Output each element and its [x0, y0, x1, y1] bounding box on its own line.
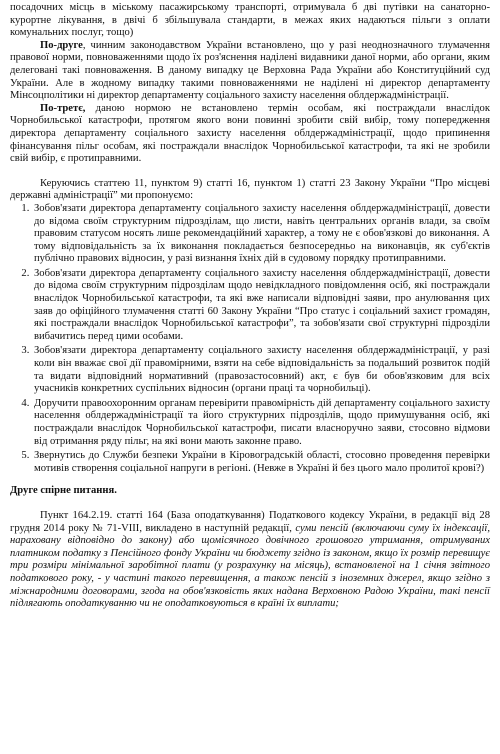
- list-item: 4. Доручити правоохоронним органам перевірити правомірність дій департаменту соціального захисту населення облдержадміністрації та його структурних підрозділів, щодо примушування осіб, які постраждали внаслідок Чорнобильської катастрофи, писати власноручно заяви, стосовно відмови від отримання ряду пільг, на які вони мають законне право.: [32, 398, 490, 448]
- paragraph-text: даною нормою не встановлено термін особам, які постраждали внаслідок Чорнобильської катастрофи, протягом якого вони повинні зробити свій вибір, тому попередження директора департаменту соціального захисту населення облдержадміністрації, щодо припинення фінансування пільг особам, які постраждали внаслідок Чорнобильської катастрофи, та які не зробили свій вибір, є протиправними.: [10, 102, 490, 165]
- paragraph-continuation: посадочних місць в міському пасажирському транспорті, отримувала б дві путівки на санаторно-курортне лікування, в двічі б збільшувала стандарти, в межах яких надаються пільги з оплати комунальних послуг, тощо): [10, 2, 490, 39]
- list-item: 3. Зобов'язати директора департаменту соціального захисту населення облдержадміністрації, у разі коли він вважає свої дії правомірними, взяти на себе відповідальність за подальший розвиток подій та видати відповідний нормативний (правозастосовний) акт, є був би обов'язковим для всіх учасників конкретних суспільних відносин (органи праці та чорнобильці).: [32, 345, 490, 395]
- paragraph-guided-by: Керуючись статтею 11, пунктом 9) статті 16, пунктом 1) статті 23 Закону України “Про місцеві державні адміністрації” ми пропонуємо:: [10, 177, 490, 202]
- spacer: [10, 498, 490, 510]
- paragraph-text: Пункт 164.2.19. статті 164 (База оподаткування) Податкового кодексу України, в редакції від 28 грудня 2014 року № 71-VIII, викладено в наступній редакції,: [10, 509, 490, 534]
- list-item: 5. Звернутись до Служби безпеки України в Кіровоградській області, стосовно проведення перевірки мотивів створення соціальної напруги в регіоні. (Невже в Україні й без цього мало пролитої крові?): [32, 450, 490, 475]
- paragraph-text: , чинним законодавством України встановлено, що у разі неоднозначного тлумачення правової норми, повноваженнями щодо їх роз'яснення наділені видавники даної норми, або органи, яким делеговані такі повноваження. В даному випадку це Верховна Рада України або Конституційний суд України. Але в жодному випадку такими повноваженнями не наділені ні директор департаменту Мінсоцполітики ні директор департаменту соціального захисту населення облдержадміністрації.: [10, 39, 490, 102]
- section-heading: Друге спірне питання.: [10, 485, 117, 497]
- paragraph-lead: По-третє,: [40, 102, 86, 114]
- paragraph-tax-code: [10, 510, 490, 611]
- list-item: 1. Зобов'язати директора департаменту соціального захисту населення облдержадміністрації, довести до відома своїм структурним підрозділам, що листи, навіть центральних органів влади, за своїм правовим статусом носять лише рекомендаційний характер, а тому не є обов'язкові до виконання. А тому відповідальність за їх виконання покладається безпосередньо на виконавців, як суб'єктів публічно правових відносин, у разі визнання їхніх дій в судовому порядку протиправними.: [32, 203, 490, 266]
- list-item: 2. Зобов'язати директора департаменту соціального захисту населення облдержадміністрації, довести до відома своїм структурним підрозділам щодо невідкладного повідомлення осіб, які постраждали внаслідок Чорнобильської катастрофи, та які вже написали відповідні заяви, про анулювання цих заяв до офіційного тлумачення статті 60 Закону України “Про статус і соціальний захист громадян, які постраждали внаслідок Чорнобильської катастрофи”, та зобов'язати свої структурні підрозділи вибачитись перед цими особами.: [32, 268, 490, 344]
- paragraph-lead: По-друге: [40, 39, 83, 51]
- paragraph-secondly: [10, 40, 490, 103]
- spacer: [10, 166, 490, 178]
- paragraph-thirdly: [10, 103, 490, 166]
- proposals-list: [10, 203, 490, 475]
- document-page: [10, 0, 490, 611]
- quoted-law-text: суми пенсій (включаючи суму їх індексації, нараховану відповідно до закону) або щомісячного довічного грошового утримання, отримуваних платником податку з Пенсійного фонду України чи бюджету згідно із законом, якщо їх розмір перевищує три розміри мінімальної заробітної плати (у розрахунку на місяць), встановленої на 1 січня звітного податкового року, - у частині такого перевищення, а також пенсій з іноземних джерел, якщо згідно з міжнародними договорами, згода на обов'язковість яких надана Верховною Радою України, такі пенсії підлягають оподаткуванню чи не оподатковуються в країні їх виплати;: [10, 522, 490, 610]
